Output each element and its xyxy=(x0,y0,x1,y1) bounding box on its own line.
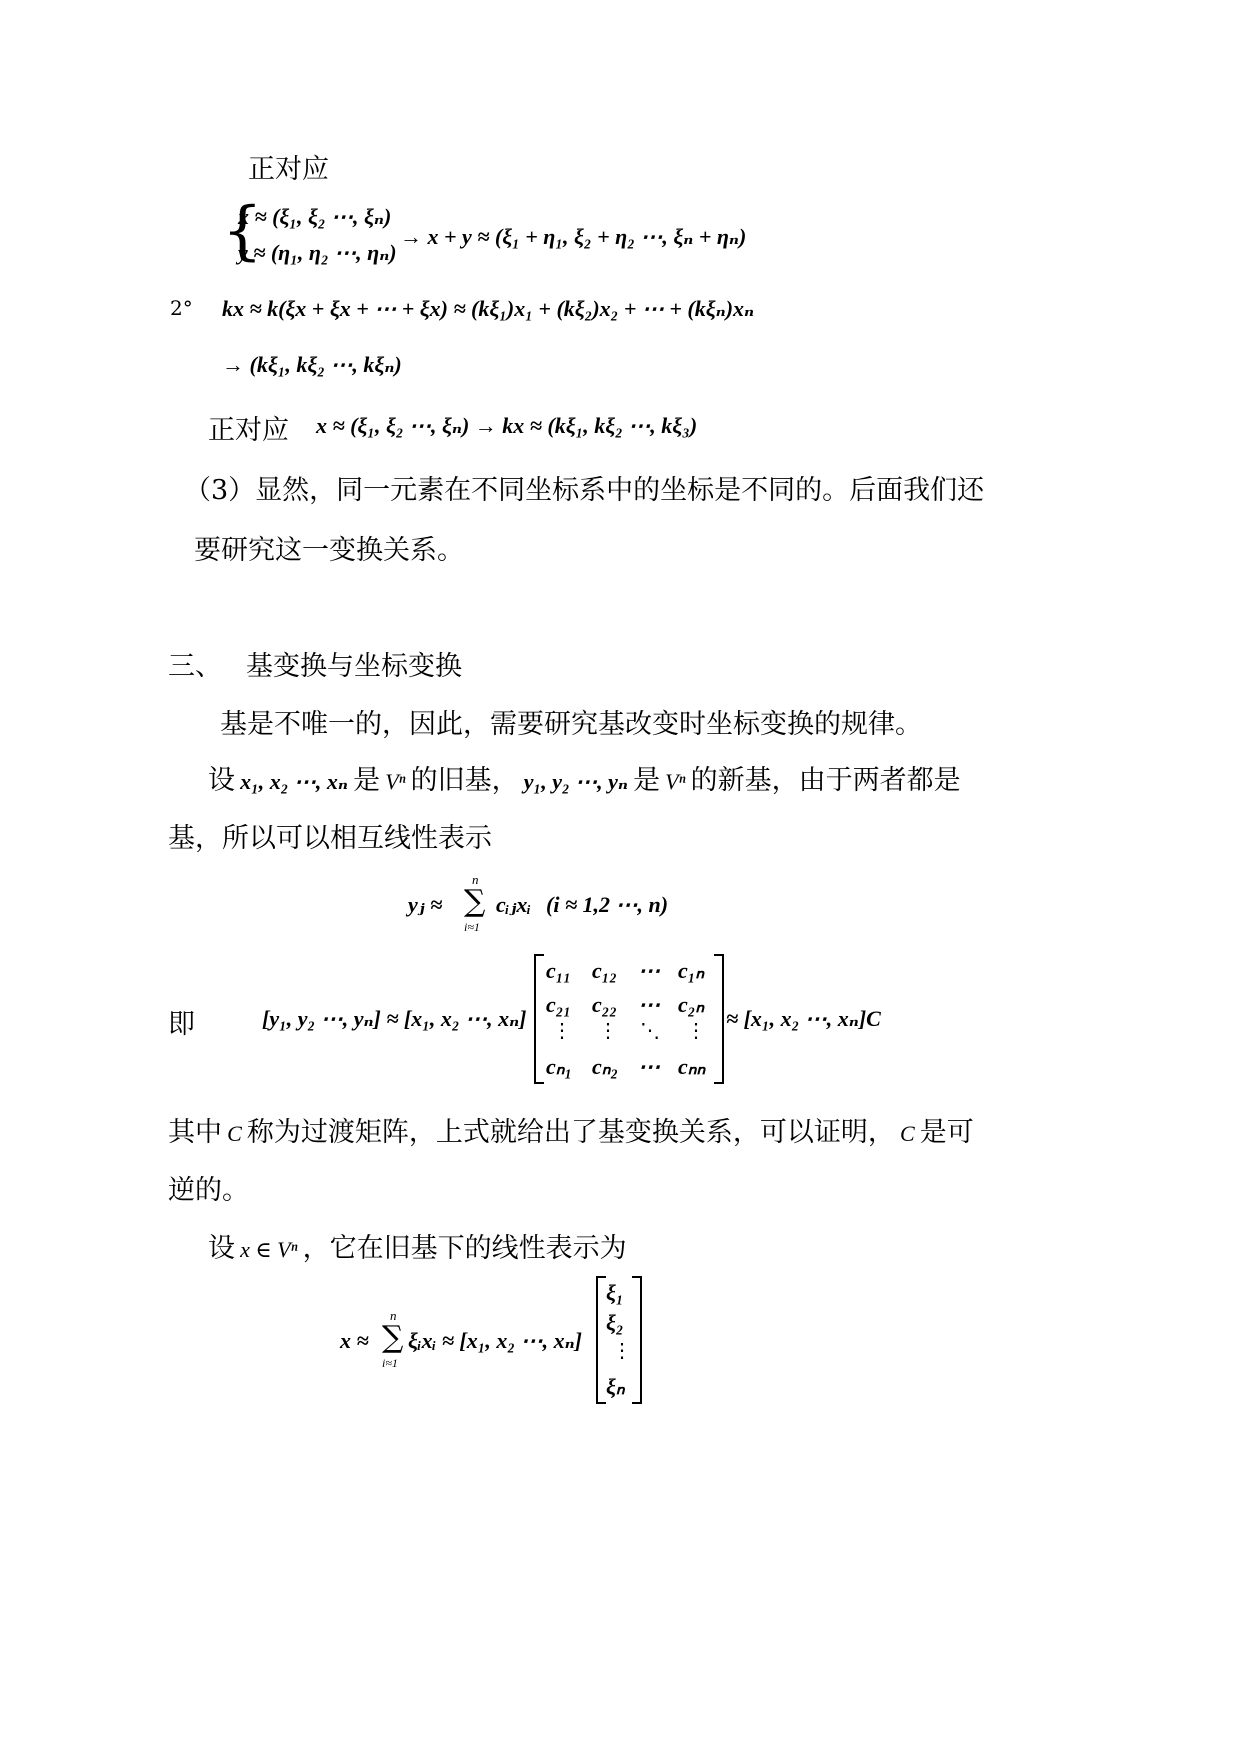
matrix-cell: ⋯ xyxy=(638,958,660,983)
last-sum-upper: n xyxy=(390,1308,397,1323)
old-basis-math: x₁, x₂ ⋯, xₙ xyxy=(240,769,349,794)
para2-text-b: 是 xyxy=(353,765,381,796)
vector-entry: ξ₁ xyxy=(606,1280,624,1305)
paragraph-basis-not-unique: 基是不唯一的，因此，需要研究基改变时坐标变换的规律。 xyxy=(220,709,922,740)
last-eq-lhs: x ≈ xyxy=(340,1328,369,1353)
last-sum-sign: ∑ xyxy=(382,1320,404,1355)
sum-body: cᵢⱼxᵢ xyxy=(496,892,532,917)
section-number: 三、 xyxy=(168,651,222,682)
item2-marker: 2° xyxy=(170,296,193,320)
matrix-cell: ⋮ xyxy=(552,1018,572,1042)
para4-text-a: 设 xyxy=(208,1233,235,1264)
new-basis-math: y₁, y₂ ⋯, yₙ xyxy=(523,769,628,794)
item2-result: → (kξ₁, kξ₂ ⋯, kξₙ) xyxy=(222,352,402,377)
para3-text-c: 是可 xyxy=(919,1117,974,1148)
para2-text-e: 的新基，由于两者都是 xyxy=(690,765,961,796)
matrix-cell: c₁₁ xyxy=(546,958,572,983)
sum-index-range: (i ≈ 1,2 ⋯, n) xyxy=(546,892,669,917)
coordinate-vector xyxy=(596,1276,642,1404)
matrix-c-symbol-1: C xyxy=(227,1121,242,1146)
system-x-equation: x ≈ (ξ₁, ξ₂ ⋯, ξₙ) xyxy=(238,204,392,229)
space-vn-math-1: Vⁿ xyxy=(385,769,406,794)
x-in-vn-math: x ∈ Vⁿ xyxy=(240,1237,298,1262)
paragraph-transition-matrix xyxy=(168,1110,974,1149)
zhengduiying-2-formula: x ≈ (ξ₁, ξ₂ ⋯, ξₙ) → kx ≈ (kξ₁, kξ₂ ⋯, kξ₃) xyxy=(316,413,698,438)
matrix-cell: ⋯ xyxy=(638,992,660,1017)
heading-zhengduiying-2: 正对应 xyxy=(208,415,289,446)
sum-sign: ∑ xyxy=(464,884,486,919)
paragraph-old-new-basis xyxy=(208,758,961,797)
matrix-cell: c₁ₙ xyxy=(678,958,705,983)
system-y-equation: y ≈ (η₁, η₂ ⋯, ηₙ) xyxy=(238,240,397,265)
heading-zhengduiying-1: 正对应 xyxy=(248,154,329,185)
vector-entry: ⋮ xyxy=(612,1338,632,1362)
transition-matrix xyxy=(534,954,724,1084)
matrix-cell: c₂₁ xyxy=(546,992,572,1017)
para2-text-c: 的旧基， xyxy=(410,765,519,796)
para2-text-d: 是 xyxy=(633,765,661,796)
last-eq-body: ξᵢxᵢ ≈ [x₁, x₂ ⋯, xₙ] xyxy=(408,1328,582,1353)
system-sum-result: → x + y ≈ (ξ₁ + η₁, ξ₂ + η₂ ⋯, ξₙ + ηₙ) xyxy=(400,224,747,249)
matrix-cell: cₙ₂ xyxy=(592,1054,619,1079)
left-brace: { xyxy=(222,194,263,268)
para3-text-a: 其中 xyxy=(168,1117,222,1148)
vector-entry: ξₙ xyxy=(606,1374,625,1399)
matrix-eq-lhs: [y₁, y₂ ⋯, yₙ] ≈ [x₁, x₂ ⋯, xₙ] xyxy=(262,1006,527,1031)
para2-text-a: 设 xyxy=(208,765,235,796)
matrix-cell: c₂₂ xyxy=(592,992,618,1017)
section-title: 基变换与坐标变换 xyxy=(246,651,462,682)
last-sum-lower: i≈1 xyxy=(382,1356,398,1370)
matrix-c-symbol-2: C xyxy=(899,1121,915,1146)
point3-line1: （3）显然，同一元素在不同坐标系中的坐标是不同的。后面我们还 xyxy=(184,475,985,506)
paragraph-linear-representation xyxy=(208,1226,627,1265)
para3-line2: 逆的。 xyxy=(168,1175,249,1206)
matrix-cell: ⋮ xyxy=(686,1018,706,1042)
para3-text-b: 称为过渡矩阵，上式就给出了基变换关系，可以证明， xyxy=(246,1117,895,1148)
sum-eq-lhs: yⱼ ≈ xyxy=(408,892,443,917)
space-vn-math-2: Vⁿ xyxy=(665,769,686,794)
point3-line2: 要研究这一变换关系。 xyxy=(194,535,464,566)
vector-entry: ξ₂ xyxy=(606,1310,624,1335)
ji-label: 即 xyxy=(168,1009,195,1040)
matrix-cell: ⋯ xyxy=(638,1054,660,1079)
matrix-cell: ⋮ xyxy=(598,1018,618,1042)
matrix-cell: c₁₂ xyxy=(592,958,618,983)
para2-line2: 基，所以可以相互线性表示 xyxy=(168,823,492,854)
matrix-cell: cₙₙ xyxy=(678,1054,706,1079)
matrix-cell: cₙ₁ xyxy=(546,1054,573,1079)
matrix-eq-rhs: ≈ [x₁, x₂ ⋯, xₙ]C xyxy=(726,1006,881,1031)
para4-text-b: ，它在旧基下的线性表示为 xyxy=(302,1233,627,1264)
sum-upper-limit: n xyxy=(472,872,479,887)
matrix-cell: c₂ₙ xyxy=(678,992,705,1017)
sum-lower-limit: i≈1 xyxy=(464,920,480,934)
item2-formula: kx ≈ k(ξx + ξx + ⋯ + ξx) ≈ (kξ₁)x₁ + (kξ₂)x₂ + ⋯ + (kξₙ)xₙ xyxy=(222,296,755,321)
matrix-cell: ⋱ xyxy=(640,1018,660,1042)
